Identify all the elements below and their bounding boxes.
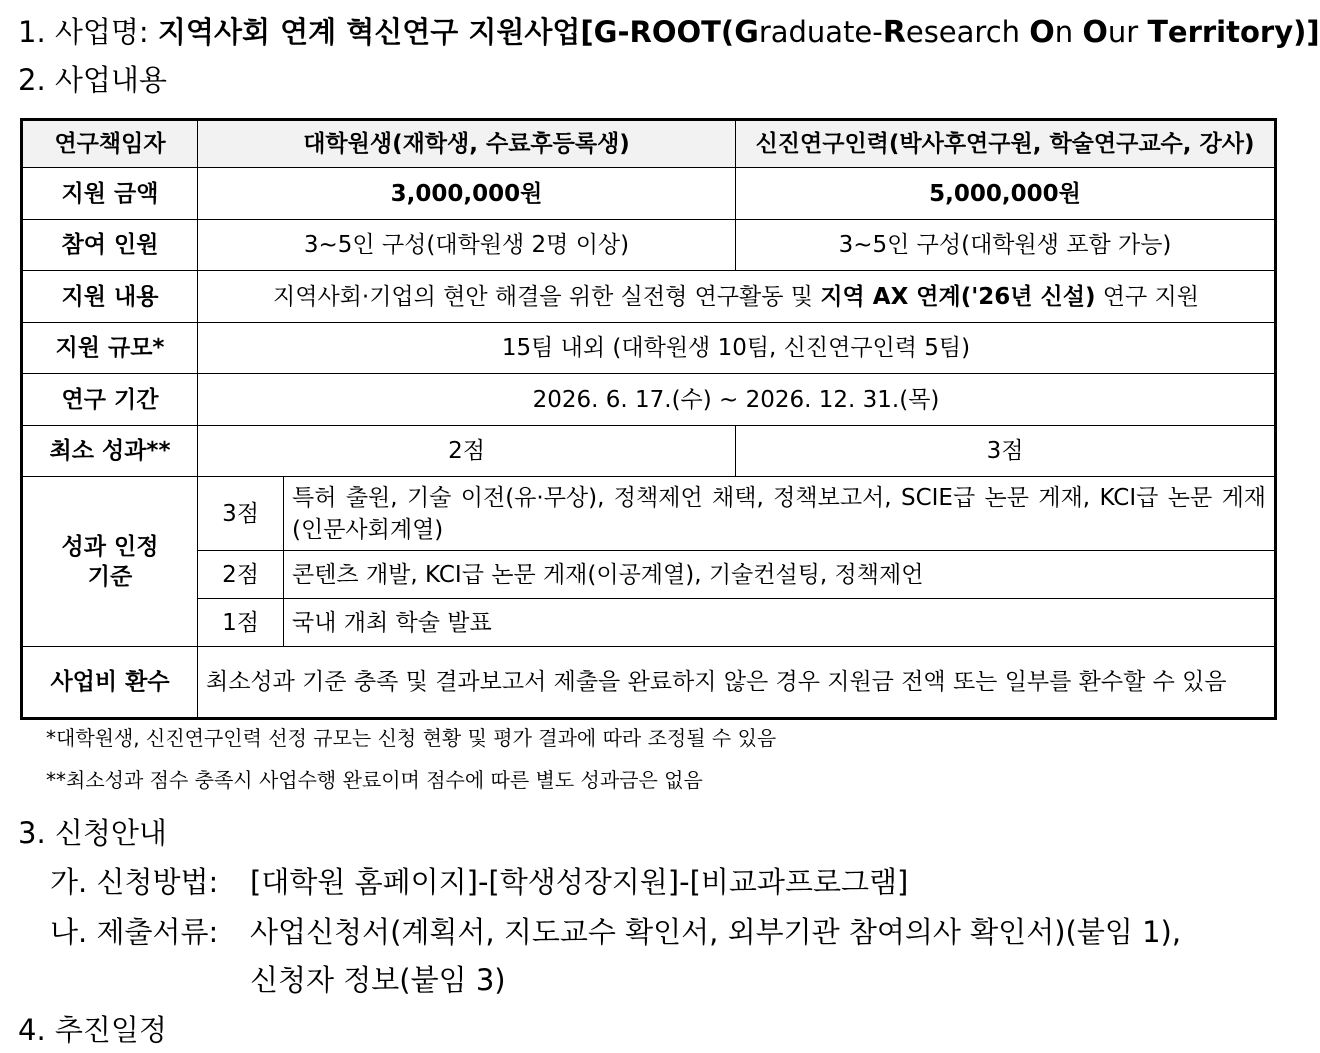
min-score-graduate: 2점 xyxy=(198,426,736,477)
content-text: 연구 지원 xyxy=(1095,283,1199,310)
section-2-label: 사업내용 xyxy=(54,63,167,97)
label-criteria-line: 성과 인정 xyxy=(61,533,159,560)
criteria-description: 특허 출원, 기술 이전(유·무상), 정책제언 채택, 정책보고서, SCIE급 논문 게재, KCI급 논문 게재(인문사회계열) xyxy=(284,477,1276,551)
acronym-part: raduate- xyxy=(758,15,883,49)
label-criteria xyxy=(22,477,198,647)
members-graduate: 3~5인 구성(대학원생 2명 이상) xyxy=(198,220,736,271)
section-1-label: 사업명: xyxy=(54,15,158,49)
documents-value-2: 신청자 정보(붙임 3) xyxy=(250,963,506,997)
table-header-row xyxy=(22,120,1276,168)
apply-method-value: [대학원 홈페이지]-[학생성장지원]-[비교과프로그램] xyxy=(250,865,909,899)
header-researcher: 연구책임자 xyxy=(22,120,198,168)
apply-method-label: 가. 신청방법: xyxy=(50,865,219,899)
scale-value: 15팀 내외 (대학원생 10팀, 신진연구인력 5팀) xyxy=(198,323,1276,374)
criteria-description: 콘텐츠 개발, KCI급 논문 게재(이공계열), 기술컨설팅, 정책제언 xyxy=(284,551,1276,599)
refund-value: 최소성과 기준 충족 및 결과보고서 제출을 완료하지 않은 경우 지원금 전액 또는 일부를 환수할 수 있음 xyxy=(198,647,1276,719)
amount-new-researcher: 5,000,000원 xyxy=(736,168,1276,220)
acronym-part: erritory)] xyxy=(1167,15,1320,49)
acronym-letter-r: R xyxy=(882,15,906,50)
acronym-part: G-ROOT( xyxy=(593,15,735,49)
section-3-number: 3. xyxy=(18,816,46,850)
criteria-points: 2점 xyxy=(198,551,284,599)
header-new-researcher: 신진연구인력(박사후연구원, 학술연구교수, 강사) xyxy=(736,120,1276,168)
section-2-number: 2. xyxy=(18,63,46,97)
members-new-researcher: 3~5인 구성(대학원생 포함 가능) xyxy=(736,220,1276,271)
acronym-part: ur xyxy=(1107,15,1148,49)
table-row-content xyxy=(22,271,1276,323)
acronym-part: esearch xyxy=(905,15,1030,49)
section-4-number: 4. xyxy=(18,1013,46,1047)
criteria-description: 국내 개최 학술 발표 xyxy=(284,599,1276,647)
criteria-points: 1점 xyxy=(198,599,284,647)
label-members: 참여 인원 xyxy=(22,220,198,271)
label-criteria-line: 기준 xyxy=(87,563,133,590)
section-4-label: 추진일정 xyxy=(54,1013,167,1047)
period-value: 2026. 6. 17.(수) ~ 2026. 12. 31.(목) xyxy=(198,374,1276,426)
label-amount: 지원 금액 xyxy=(22,168,198,220)
footnote-2: **최소성과 점수 충족시 사업수행 완료이며 점수에 따른 별도 성과금은 없음 xyxy=(46,768,703,792)
amount-graduate: 3,000,000원 xyxy=(198,168,736,220)
project-name: 지역사회 연계 혁신연구 지원사업[ xyxy=(157,15,594,49)
table-row-members xyxy=(22,220,1276,271)
table-row-amount xyxy=(22,168,1276,220)
table-row-refund xyxy=(22,647,1276,719)
documents-value-1: 사업신청서(계획서, 지도교수 확인서, 외부기관 참여의사 확인서)(붙임 1), xyxy=(250,915,1182,949)
acronym-letter-t: T xyxy=(1147,15,1168,50)
acronym-letter-o: O xyxy=(1029,15,1055,50)
table-row-period xyxy=(22,374,1276,426)
label-period: 연구 기간 xyxy=(22,374,198,426)
section-3-label: 신청안내 xyxy=(54,816,167,850)
section-1-number: 1. xyxy=(18,15,46,49)
content-highlight: 지역 AX 연계('26년 신설) xyxy=(820,283,1096,310)
min-score-new-researcher: 3점 xyxy=(736,426,1276,477)
section-2-heading xyxy=(18,62,167,98)
criteria-row xyxy=(22,551,1276,599)
acronym-letter-g: G xyxy=(734,15,759,50)
content-text: 지역사회·기업의 현안 해결을 위한 실전형 연구활동 및 xyxy=(273,283,821,310)
documents-line xyxy=(50,914,218,950)
header-graduate: 대학원생(재학생, 수료후등록생) xyxy=(198,120,736,168)
label-min-score: 최소 성과** xyxy=(22,426,198,477)
documents-label: 나. 제출서류: xyxy=(50,915,219,949)
acronym-part: n xyxy=(1054,15,1083,49)
criteria-points: 3점 xyxy=(198,477,284,551)
section-3-heading xyxy=(18,815,167,851)
acronym-letter-o: O xyxy=(1082,15,1108,50)
footnote-1: *대학원생, 신진연구인력 선정 규모는 신청 현황 및 평가 결과에 따라 조정될 수 있음 xyxy=(46,726,777,750)
section-1-heading xyxy=(18,14,1320,51)
label-content: 지원 내용 xyxy=(22,271,198,323)
label-refund: 사업비 환수 xyxy=(22,647,198,719)
table-row-min-score xyxy=(22,426,1276,477)
table-row-scale xyxy=(22,323,1276,374)
criteria-row xyxy=(22,477,1276,551)
apply-method-line xyxy=(50,864,218,900)
section-4-heading xyxy=(18,1012,167,1048)
label-scale: 지원 규모* xyxy=(22,323,198,374)
criteria-row xyxy=(22,599,1276,647)
program-table xyxy=(20,118,1277,720)
content-value xyxy=(198,271,1276,323)
